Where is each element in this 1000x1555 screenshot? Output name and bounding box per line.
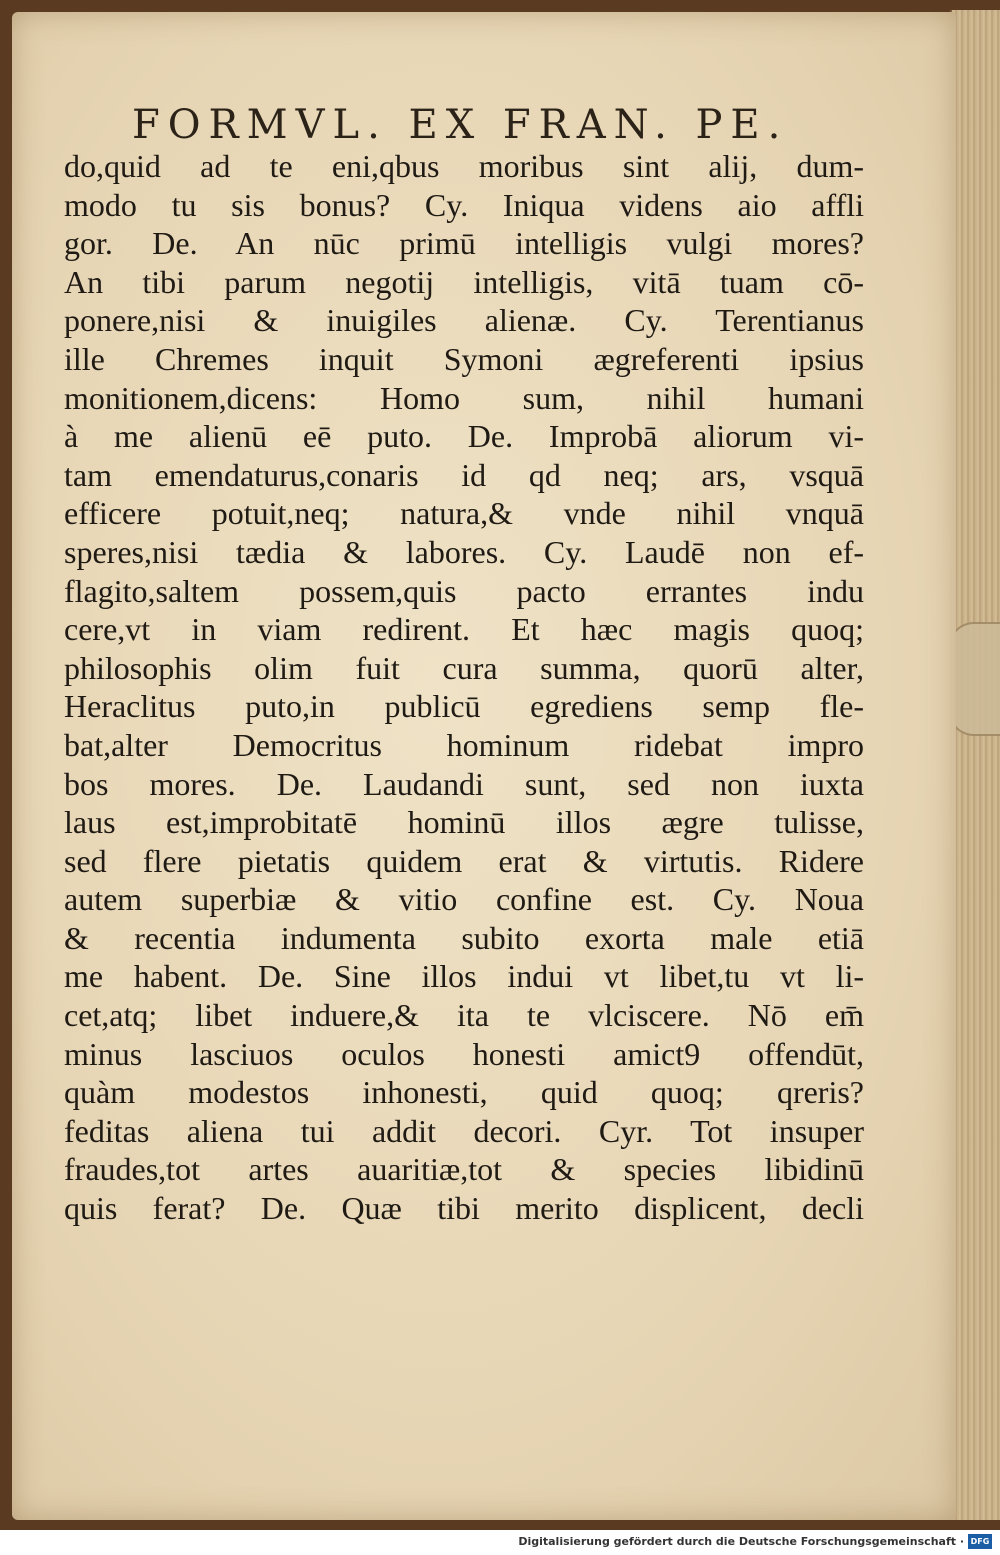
text-line: flagito,saltem possem,quis pacto errantes indu	[64, 572, 864, 609]
text-line: quis ferat? De. Quæ tibi merito displicent, decli	[64, 1190, 864, 1227]
text-line: efficere potuit,neq; natura,& vnde nihil vnquā	[64, 495, 864, 532]
text-line: sed flere pietatis quidem erat & virtutis. Ridere	[64, 842, 864, 879]
book-page	[12, 12, 956, 1520]
text-line: do,quid ad te eni,qbus moribus sint alij, dum-	[64, 148, 864, 184]
text-line: speres,nisi tædia & labores. Cy. Laudē non ef-	[64, 533, 864, 570]
text-line: monitionem,dicens: Homo sum, nihil humani	[64, 379, 864, 416]
text-line: gor. De. An nūc primū intelligis vulgi mores?	[64, 225, 864, 262]
text-line: bat,alter Democritus hominum ridebat impro	[64, 726, 864, 763]
text-line: ponere,nisi & inuigiles alienæ. Cy. Terentianus	[64, 302, 864, 339]
text-line: fraudes,tot artes auaritiæ,tot & species libidinū	[64, 1151, 864, 1188]
text-line: me habent. De. Sine illos indui vt libet,tu vt li-	[64, 958, 864, 995]
text-line: tam emendaturus,conaris id qd neq; ars, vsquā	[64, 456, 864, 493]
text-line: feditas aliena tui addit decori. Cyr. Tot insuper	[64, 1112, 864, 1149]
text-line: quàm modestos inhonesti, quid quoq; qreris?	[64, 1074, 864, 1111]
book-page-edges	[950, 10, 1000, 1520]
text-line: bos mores. De. Laudandi sunt, sed non iuxta	[64, 765, 864, 802]
funding-credit: Digitalisierung gefördert durch die Deutsche Forschungsgemeinschaft ·	[518, 1535, 964, 1548]
text-line: autem superbiæ & vitio confine est. Cy. Noua	[64, 881, 864, 918]
text-line: Heraclitus puto,in publicū egrediens semp fle-	[64, 688, 864, 725]
running-title: FORMVL. EX FRAN. PE.	[132, 102, 789, 148]
text-line: An tibi parum negotij intelligis, vitā tuam cō-	[64, 263, 864, 300]
footer-bar	[0, 1530, 1000, 1555]
dfg-logo-icon: DFG	[968, 1534, 992, 1549]
text-line: modo tu sis bonus? Cy. Iniqua videns aio affli	[64, 186, 864, 223]
text-line: ille Chremes inquit Symoni ægreferenti ipsius	[64, 340, 864, 377]
text-line: à me alienū eē puto. De. Improbā aliorum vi-	[64, 418, 864, 455]
text-line: minus lasciuos oculos honesti amict9 offendūt,	[64, 1035, 864, 1072]
text-line: & recentia indumenta subito exorta male etiā	[64, 919, 864, 956]
page-text-block	[64, 147, 864, 1228]
text-line: cere,vt in viam redirent. Et hæc magis quoq;	[64, 611, 864, 648]
text-line: laus est,improbitatē hominū illos ægre tulisse,	[64, 804, 864, 841]
text-line: cet,atq; libet induere,& ita te vlciscere. Nō em̄	[64, 997, 864, 1034]
text-line: philosophis olim fuit cura summa, quorū alter,	[64, 649, 864, 686]
